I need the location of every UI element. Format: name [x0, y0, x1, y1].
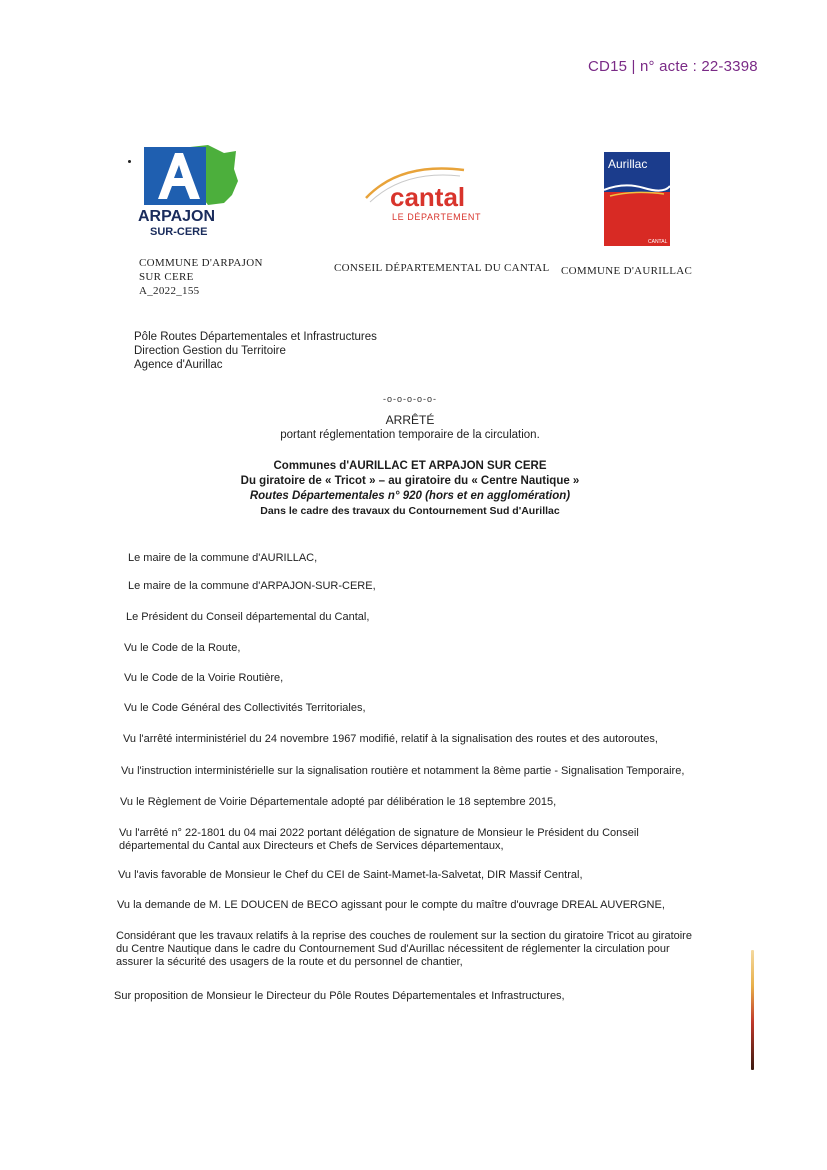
sur-proposition: Sur proposition de Monsieur le Directeur du Pôle Routes Départementales et Infrastructures,	[114, 990, 565, 1002]
entity-aurillac: COMMUNE D'AURILLAC	[561, 265, 693, 277]
visa-maire-arpajon: Le maire de la commune d'ARPAJON-SUR-CERE,	[128, 580, 376, 592]
aurillac-logo	[604, 152, 670, 246]
visa-president-cd: Le Président du Conseil départemental du Cantal,	[126, 611, 370, 623]
arrete-subtitle: portant réglementation temporaire de la circulation.	[280, 429, 540, 441]
visa-arrete-1967: Vu l'arrêté interministériel du 24 novembre 1967 modifié, relatif à la signalisation des routes et des autoroutes,	[123, 733, 658, 745]
service-pole: Pôle Routes Départementales et Infrastructures	[134, 331, 377, 343]
acte-reference: CD15 | n° acte : 22-3398	[588, 58, 758, 75]
cantal-logo-sub: LE DÉPARTEMENT	[392, 212, 482, 222]
cantal-logo-name: cantal	[390, 182, 466, 212]
entity-arpajon-line1: COMMUNE D'ARPAJON	[139, 257, 263, 269]
considerant-line2: du Centre Nautique dans le cadre du Contournement Sud d'Aurillac nécessitent de réglementer la circulation pour	[116, 943, 670, 955]
title-separator: -o-o-o-o-o-	[382, 394, 437, 404]
communes-line3: Routes Départementales n° 920 (hors et en agglomération)	[249, 490, 571, 502]
considerant-line1: Considérant que les travaux relatifs à la reprise des couches de roulement sur la section du giratoire Tricot au giratoire	[116, 930, 692, 942]
communes-heading	[160, 459, 660, 519]
visa-arrete-delegation-2: départemental du Cantal aux Directeurs et Chefs de Services départementaux,	[119, 840, 504, 852]
cantal-logo	[360, 160, 500, 230]
visa-cgct: Vu le Code Général des Collectivités Territoriales,	[124, 702, 366, 714]
communes-line4: Dans le cadre des travaux du Contournement Sud d'Aurillac	[260, 505, 560, 517]
visa-reglement-voirie: Vu le Règlement de Voirie Départementale adopté par délibération le 18 septembre 2015,	[120, 796, 557, 808]
visa-maire-aurillac: Le maire de la commune d'AURILLAC,	[128, 552, 318, 564]
aurillac-logo-tag: CANTAL	[648, 239, 668, 245]
visa-instruction: Vu l'instruction interministérielle sur la signalisation routière et notamment la 8ème partie - Signalisation Temporaire,	[121, 765, 685, 777]
entity-arpajon	[139, 256, 263, 298]
scan-margin-mark	[751, 950, 754, 1070]
service-agence: Agence d'Aurillac	[134, 359, 223, 371]
visa-avis-cei: Vu l'avis favorable de Monsieur le Chef du CEI de Saint-Mamet-la-Salvetat, DIR Massif Central,	[118, 869, 583, 881]
visa-demande-beco: Vu la demande de M. LE DOUCEN de BECO agissant pour le compte du maître d'ouvrage DREAL AUVERGNE,	[117, 899, 665, 911]
visa-code-voirie: Vu le Code de la Voirie Routière,	[124, 672, 284, 684]
arpajon-logo	[138, 145, 238, 240]
service-direction: Direction Gestion du Territoire	[134, 345, 286, 357]
visa-arrete-delegation-1: Vu l'arrêté n° 22-1801 du 04 mai 2022 portant délégation de signature de Monsieur le Président du Conseil	[119, 827, 639, 839]
communes-line1: Communes d'AURILLAC ET ARPAJON SUR CERE	[273, 460, 547, 472]
service-block	[134, 330, 377, 372]
entity-arpajon-line2: SUR CERE	[139, 271, 194, 283]
scan-speck	[128, 160, 131, 163]
arpajon-logo-line1: ARPAJON	[138, 208, 216, 225]
visa-code-route: Vu le Code de la Route,	[124, 642, 241, 654]
entity-arpajon-ref: A_2022_155	[139, 285, 200, 297]
communes-line2: Du giratoire de « Tricot » – au giratoire du « Centre Nautique »	[240, 475, 580, 487]
entity-cantal: CONSEIL DÉPARTEMENTAL DU CANTAL	[334, 262, 550, 274]
arrete-title: ARRÊTÉ	[385, 413, 435, 427]
considerant-line3: assurer la sécurité des usagers de la route et du personnel de chantier,	[116, 956, 463, 968]
arpajon-logo-line2: SUR-CERE	[150, 226, 208, 238]
aurillac-logo-name: Aurillac	[608, 157, 648, 171]
